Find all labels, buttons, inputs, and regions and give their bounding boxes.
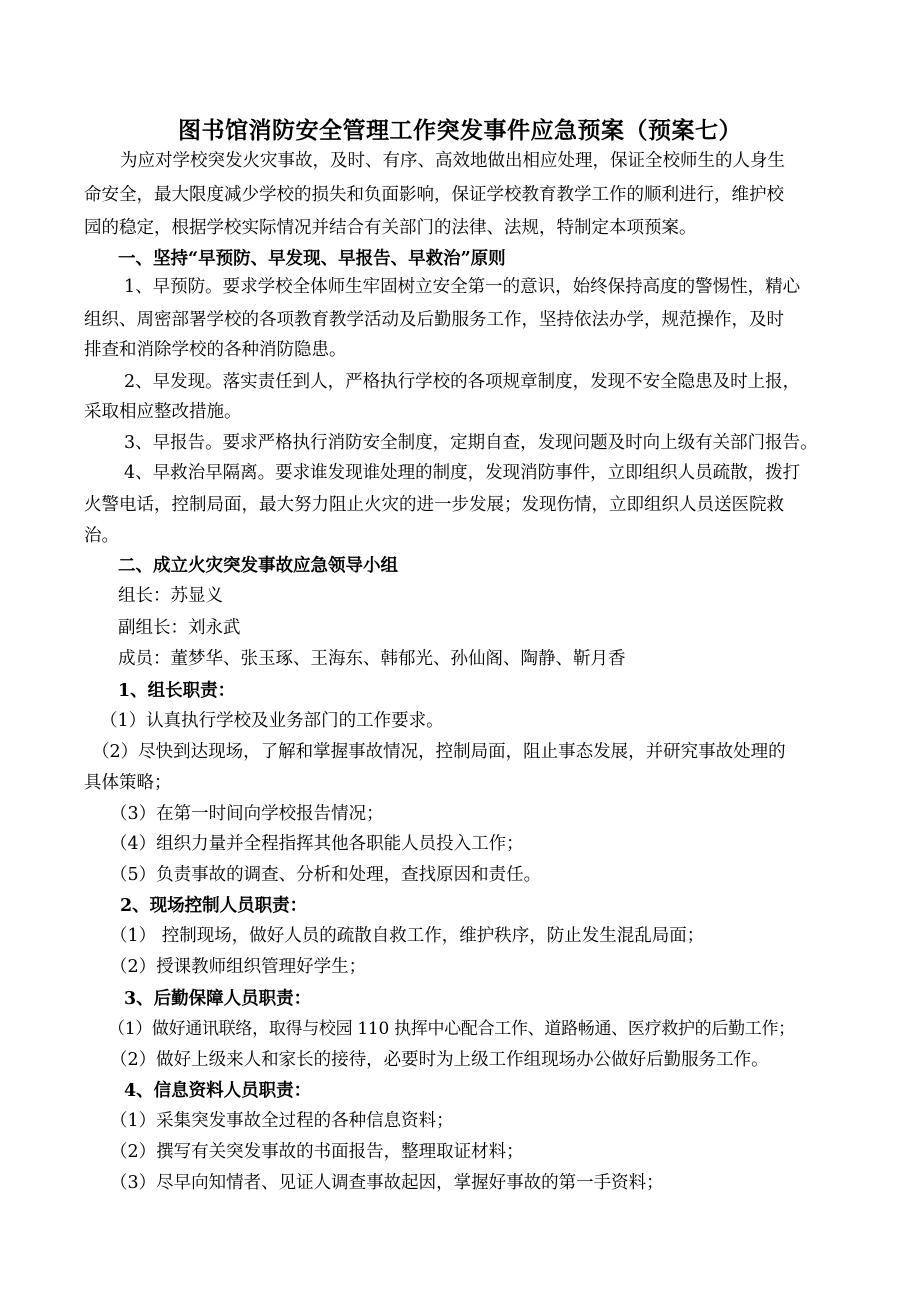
duty1-heading: 1、组长职责： <box>118 681 236 701</box>
duty1-item: （2）尽快到达现场，了解和掌握事故情况，控制局面，阻止事态发展，并研究事故处理的 <box>92 742 786 762</box>
duty1-item: （4）组织力量并全程指挥其他各职能人员投入工作； <box>110 834 524 854</box>
duty1-item: （3）在第一时间向学校报告情况； <box>110 804 384 824</box>
duty3-heading: 3、后勤保障人员职责： <box>124 989 312 1009</box>
section1-heading: 一、坚持“早预防、早发现、早报告、早救治”原则 <box>118 249 506 269</box>
duty2-item: （1） 控制现场，做好人员的疏散自救工作，维护秩序，防止发生混乱局面； <box>110 926 705 946</box>
intro-line: 命安全，最大限度减少学校的损失和负面影响，保证学校教育教学工作的顺利进行，维护校 <box>84 185 784 205</box>
intro-line: 园的稳定，根据学校实际情况并结合有关部门的法律、法规，特制定本项预案。 <box>84 218 697 238</box>
deputy-leader: 副组长：刘永武 <box>118 618 241 638</box>
section1-p4-line: 火警电话，控制局面，最大努力阻止火灾的进一步发展；发现伤情，立即组织人员送医院救 <box>84 495 784 515</box>
duty3-item: （2）做好上级来人和家长的接待，必要时为上级工作组现场办公做好后勤服务工作。 <box>110 1050 769 1070</box>
section1-p2-line: 2、早发现。落实责任到人，严格执行学校的各项规章制度，发现不安全隐患及时上报， <box>124 372 801 392</box>
document-title: 图书馆消防安全管理工作突发事件应急预案（预案七） <box>178 117 742 144</box>
section1-p1-line: 组织、周密部署学校的各项教育教学活动及后勤服务工作，坚持依法办学，规范操作，及时 <box>84 310 784 330</box>
duty1-item: （1）认真执行学校及业务部门的工作要求。 <box>100 711 444 731</box>
duty1-item: 具体策略； <box>84 773 172 793</box>
section1-p4-line: 4、早救治早隔离。要求谁发现谁处理的制度，发现消防事件，立即组织人员疏散，拨打 <box>124 463 801 483</box>
duty1-item: （5）负责事故的调查、分析和处理，查找原因和责任。 <box>110 865 542 885</box>
leader: 组长：苏显义 <box>118 586 223 606</box>
section1-p4-line: 治。 <box>84 526 119 546</box>
duty4-item: （2）撰写有关突发事故的书面报告，整理取证材料； <box>110 1142 524 1162</box>
duty4-item: （1）采集突发事故全过程的各种信息资料； <box>110 1111 454 1131</box>
intro-line: 为应对学校突发火灾事故，及时、有序、高效地做出相应处理，保证全校师生的人身生 <box>120 151 785 171</box>
duty2-heading: 2、现场控制人员职责： <box>120 896 308 916</box>
duty4-heading: 4、信息资料人员职责： <box>124 1081 312 1101</box>
section1-p1-line: 1、早预防。要求学校全体师生牢固树立安全第一的意识，始终保持高度的警惕性，精心 <box>124 277 801 297</box>
duty3-item: （1）做好通讯联络，取得与校园 110 执挥中心配合工作、道路畅通、医疗救护的后勤工作； <box>108 1019 795 1039</box>
section1-p2-line: 采取相应整改措施。 <box>84 402 242 422</box>
duty4-item: （3）尽早向知情者、见证人调查事故起因，掌握好事故的第一手资料； <box>110 1173 664 1193</box>
section1-p3-line: 3、早报告。要求严格执行消防安全制度，定期自查，发现问题及时向上级有关部门报告。 <box>124 433 818 453</box>
section2-heading: 二、成立火灾突发事故应急领导小组 <box>118 556 398 576</box>
members: 成员：董梦华、张玉琢、王海东、韩郁光、孙仙阁、陶静、靳月香 <box>118 649 626 669</box>
section1-p1-line: 排查和消除学校的各种消防隐患。 <box>84 340 347 360</box>
duty2-item: （2）授课教师组织管理好学生； <box>110 957 367 977</box>
